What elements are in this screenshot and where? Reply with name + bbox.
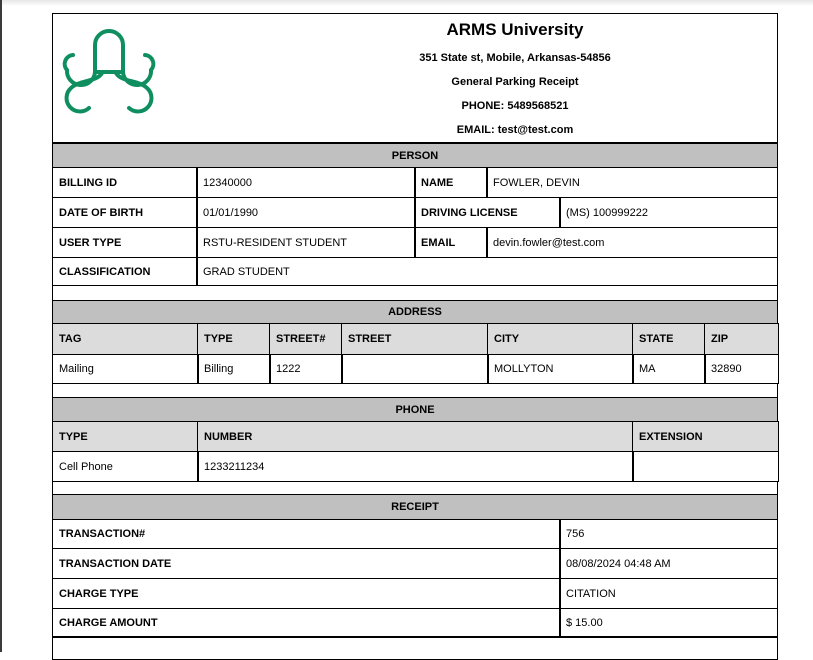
- label-user-type: USER TYPE: [52, 227, 198, 258]
- address-cell: [341, 354, 489, 384]
- spacer: [52, 481, 778, 495]
- university-phone: PHONE: 5489568521: [461, 100, 569, 112]
- phone-cell: Cell Phone: [52, 451, 199, 482]
- address-cell: MOLLYTON: [487, 354, 634, 384]
- university-email: EMAIL: test@test.com: [456, 124, 574, 136]
- label-email: EMAIL: [414, 227, 488, 258]
- phone-column-header: TYPE: [52, 421, 199, 452]
- receipt-value: $ 15.00: [559, 608, 778, 638]
- section-header-phone: PHONE: [52, 397, 778, 422]
- value-license: (MS) 100999222: [559, 197, 778, 228]
- label-dob: DATE OF BIRTH: [52, 197, 198, 228]
- address-column-header: STREET#: [269, 323, 343, 355]
- university-name: ARMS University: [446, 20, 584, 39]
- receipt-label: CHARGE AMOUNT: [52, 608, 561, 638]
- label-name: NAME: [414, 167, 488, 198]
- receipt-value: 08/08/2024 04:48 AM: [559, 548, 778, 579]
- value-email: devin.fowler@test.com: [486, 227, 778, 258]
- window-edge: [0, 0, 2, 652]
- address-cell: Mailing: [52, 354, 199, 384]
- label-billing-id: BILLING ID: [52, 167, 198, 198]
- address-cell: 1222: [269, 354, 343, 384]
- value-name: FOWLER, DEVIN: [486, 167, 778, 198]
- value-billing-id: 12340000: [196, 167, 416, 198]
- value-user-type: RSTU-RESIDENT STUDENT: [196, 227, 416, 258]
- receipt-label: TRANSACTION DATE: [52, 548, 561, 579]
- address-column-header: TYPE: [197, 323, 271, 355]
- address-cell: 32890: [704, 354, 779, 384]
- receipt-header: [52, 13, 778, 144]
- address-cell: Billing: [197, 354, 271, 384]
- address-column-header: TAG: [52, 323, 199, 355]
- address-cell: MA: [632, 354, 706, 384]
- address-column-header: CITY: [487, 323, 634, 355]
- address-column-header: ZIP: [704, 323, 779, 355]
- university-logo-icon: [59, 20, 169, 120]
- receipt-label: TRANSACTION#: [52, 519, 561, 549]
- label-license: DRIVING LICENSE: [414, 197, 561, 228]
- receipt-value: CITATION: [559, 578, 778, 609]
- spacer: [52, 285, 778, 301]
- value-classification: GRAD STUDENT: [196, 257, 778, 286]
- address-column-header: STREET: [341, 323, 489, 355]
- phone-column-header: EXTENSION: [632, 421, 779, 452]
- phone-cell: 1233211234: [197, 451, 634, 482]
- phone-cell: [632, 451, 779, 482]
- spacer: [52, 636, 778, 660]
- top-shadow: [2, 0, 813, 6]
- receipt-subtitle: General Parking Receipt: [451, 76, 579, 88]
- phone-column-header: NUMBER: [197, 421, 634, 452]
- section-header-person: PERSON: [52, 143, 778, 168]
- section-header-address: ADDRESS: [52, 300, 778, 324]
- university-address: 351 State st, Mobile, Arkansas-54856: [419, 52, 611, 64]
- section-header-receipt: RECEIPT: [52, 494, 778, 520]
- spacer: [52, 383, 778, 398]
- label-classification: CLASSIFICATION: [52, 257, 198, 286]
- value-dob: 01/01/1990: [196, 197, 416, 228]
- address-column-header: STATE: [632, 323, 706, 355]
- receipt-label: CHARGE TYPE: [52, 578, 561, 609]
- receipt-value: 756: [559, 519, 778, 549]
